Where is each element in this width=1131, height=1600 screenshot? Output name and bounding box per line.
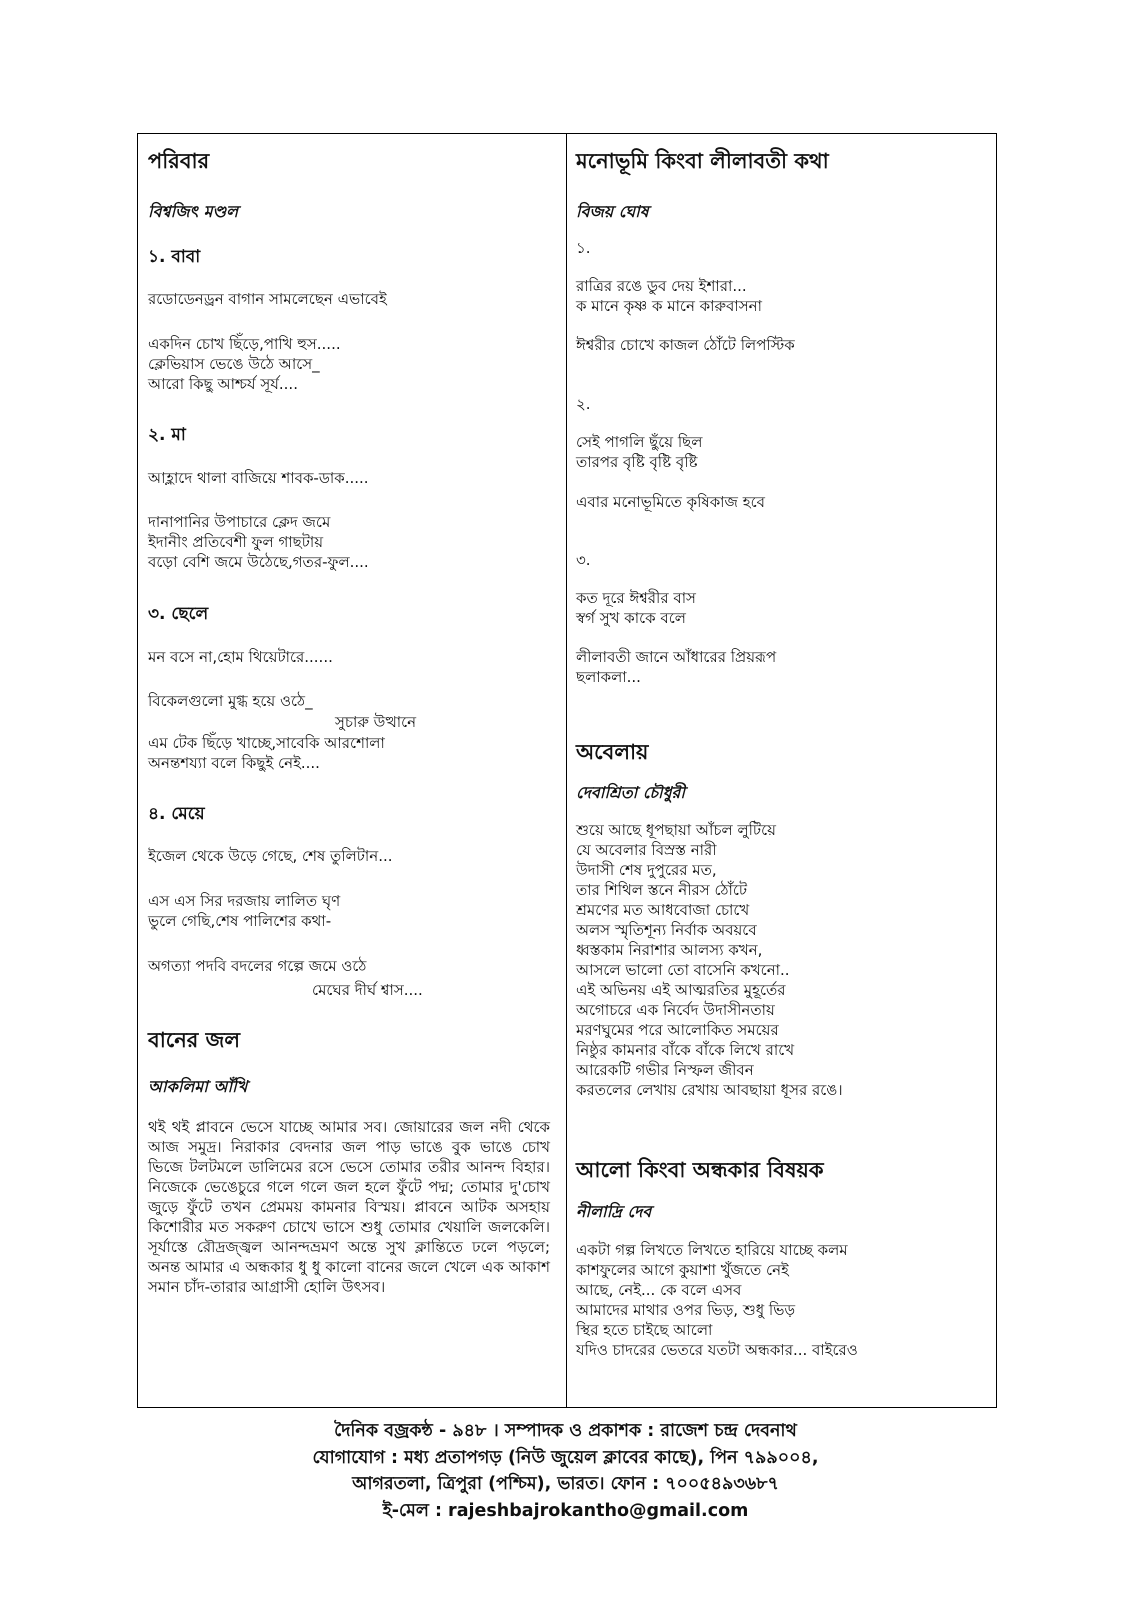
poem-author: বিশ্বজিৎ মণ্ডল [148, 202, 239, 221]
poem-line: একদিন চোখ ছিঁড়ে,পাখি হুস..... [148, 335, 341, 353]
poem-line: সুচারু উত্থানে [335, 713, 417, 731]
section-heading: ৩. ছেলে [148, 604, 209, 624]
poem-line: ধ্বস্তকাম নিরাশার আলস্য কখন, [576, 941, 763, 959]
poem-line: স্থির হতে চাইছে আলো [576, 1321, 713, 1339]
poem-line: রডোডেনড্রন বাগান সামলেছেন এভাবেই [148, 290, 387, 308]
poem-line: ঈশ্বরীর চোখে কাজল ঠোঁটে লিপস্টিক [576, 336, 795, 354]
footer-masthead: দৈনিক বজ্রকন্ঠ - ৯৪৮ । সম্পাদক ও প্রকাশক : রাজেশ চন্দ্র দেবনাথ [334, 1421, 797, 1441]
poem-author: আকলিমা আঁখি [148, 1077, 248, 1096]
poem-line: এস এস সির দরজায় লালিত ঘৃণ [148, 892, 341, 910]
poem-line: লীলাবতী জানে আঁধারের প্রিয়রূপ [576, 648, 777, 666]
part-number: ১. [576, 239, 591, 257]
section-heading: ১. বাবা [148, 247, 201, 267]
poem-line: দানাপানির উপাচারে ক্লেদ জমে [148, 513, 331, 531]
poem-line: ইদানীং প্রতিবেশী ফুল গাছটায় [148, 533, 324, 551]
poem-title: পরিবার [148, 149, 210, 173]
poem-title: মনোভূমি কিংবা লীলাবতী কথা [576, 149, 829, 173]
poem-line: স্বর্গ সুখ কাকে বলে [576, 609, 686, 627]
poem-title: অবেলায় [576, 740, 649, 764]
poem-line: বড়ো বেশি জমে উঠেছে,গতর-ফুল.... [148, 553, 369, 571]
poem-line: অগোচরে এক নির্বেদ উদাসীনতায় [576, 1001, 775, 1019]
poem-author: দেবাশ্রিতা চৌধুরী [576, 783, 685, 802]
poem-line: এবার মনোভূমিতে কৃষিকাজ হবে [576, 493, 765, 511]
poem-line: সেই পাগলি ছুঁয়ে ছিল [576, 433, 703, 451]
part-number: ২. [576, 395, 591, 413]
poem-line: আরেকটি গভীর নিস্ফল জীবন [576, 1061, 754, 1079]
poem-title: আলো কিংবা অন্ধকার বিষয়ক [576, 1158, 824, 1182]
poem-line: তারপর বৃষ্টি বৃষ্টি বৃষ্টি [576, 453, 698, 471]
poem-line: কাশফুলের আগে কুয়াশা খুঁজতে নেই [576, 1261, 789, 1279]
poem-line: অলস স্মৃতিশূন্য নির্বাক অবয়বে [576, 921, 757, 939]
poem-paragraph: থই থই প্লাবনে ভেসে যাচ্ছে আমার সব। জোয়ারের জল নদী থেকে আজ সমুদ্র। নিরাকার বেদনার জল পাড় ভাঙে বুক ভাঙে চোখ ভিজে টলটমলে ডালিমের রসে ভেসে তোমার তরীর আনন্দ বিহার। নিজেকে ভেঙেচুরে গলে গলে জল হলে ফুঁটে পদ্ম; তোমার দু'চোখ জুড়ে ফুঁটে তখন প্রেমময় কামনার বিস্ময়। প্লাবনে আটক অসহায় কিশোরীর মত সকরুণ চোখে ভাসে শুধু তোমার খেয়ালি জলকেলি। সূর্যাস্তে রৌদ্রজ্জ্বল আনন্দভ্রমণ অন্তে সুখ ক্লান্তিতে ঢলে পড়লে; অনন্ত আমার এ অন্ধকার ধু ধু কালো বানের জলে খেলে এক আকাশ সমান চাঁদ-তারার আগ্রাসী হোলি উৎসব। [148, 1118, 550, 1296]
poem-author: নীলাদ্রি দেব [576, 1202, 652, 1221]
poem-line: ইজেল থেকে উড়ে গেছে, শেষ তুলিটান... [148, 847, 393, 865]
poem-line: শ্রমণের মত আধবোজা চোখে [576, 901, 750, 919]
poem-line: শুয়ে আছে ধূপছায়া আঁচল লুটিয়ে [576, 821, 776, 839]
poem-line: ছলাকলা... [576, 668, 641, 686]
poem-line: আমাদের মাথার ওপর ভিড়, শুধু ভিড় [576, 1301, 796, 1319]
poem-line: আহ্লাদে থালা বাজিয়ে শাবক-ডাক..... [148, 469, 369, 487]
footer-contact: যোগাযোগ : মধ্য প্রতাপগড় (নিউ জুয়েল ক্লাবের কাছে), পিন ৭৯৯০০৪, [312, 1447, 819, 1468]
column-divider [566, 133, 567, 1408]
poem-line: আরো কিছু আশ্চর্য সূর্য.... [148, 375, 298, 393]
poem-line: ক মানে কৃষ্ণ ক মানে কারুবাসনা [576, 297, 762, 315]
poem-line: ক্লেভিয়াস ভেঙে উঠে আসে_ [148, 355, 320, 373]
poem-line: বিকেলগুলো মুগ্ধ হয়ে ওঠে_ [148, 692, 313, 710]
footer-email[interactable]: ই-মেল : rajeshbajrokantho@gmail.com [382, 1500, 749, 1521]
poem-line: মন বসে না,হোম থিয়েটারে...... [148, 648, 333, 666]
poem-line: কত দূরে ঈশ্বরীর বাস [576, 589, 696, 607]
poem-line: করতলের লেখায় রেখায় আবছায়া ধূসর রঙে। [576, 1081, 843, 1099]
footer-address: আগরতলা, ত্রিপুরা (পশ্চিম), ভারত। ফোন : ৭০০৫৪৯৩৬৮৭ [352, 1474, 779, 1494]
poem-line: উদাসী শেষ দুপুরের মত, [576, 861, 717, 879]
poem-title: বানের জল [148, 1028, 241, 1052]
poem-line: অগত্যা পদবি বদলের গল্পে জমে ওঠে [148, 957, 367, 975]
section-heading: ২. মা [148, 425, 186, 445]
poem-line: এই অভিনয় এই আত্মরতির মুহূর্তের [576, 981, 786, 999]
section-heading: ৪. মেয়ে [148, 804, 205, 824]
poem-line: যদিও চাদরের ভেতরে যতটা অন্ধকার... বাইরেও [576, 1341, 858, 1359]
poem-line: অনন্তশয্যা বলে কিছুই নেই.... [148, 754, 320, 772]
poem-line: আছে, নেই... কে বলে এসব [576, 1281, 742, 1299]
poem-line: একটা গল্প লিখতে লিখতে হারিয়ে যাচ্ছে কলম [576, 1241, 848, 1259]
poem-line: এম টেক ছিঁড়ে খাচ্ছে,সাবেকি আরশোলা [148, 734, 385, 752]
poem-line: যে অবেলার বিস্রস্ত নারী [576, 841, 717, 859]
poem-line: রাত্রির রঙে ডুব দেয় ইশারা... [576, 277, 747, 295]
poem-line: তার শিথিল স্তনে নীরস ঠোঁটে [576, 881, 748, 899]
poem-line: নিষ্ঠুর কামনার বাঁকে বাঁকে লিখে রাখে [576, 1041, 795, 1059]
publication-footer [0, 1418, 1131, 1524]
poem-line: ভুলে গেছি,শেষ পালিশের কথা- [148, 912, 332, 930]
poem-author: বিজয় ঘোষ [576, 202, 649, 221]
poem-line: মরণঘুমের পরে আলোকিত সময়ের [576, 1021, 779, 1039]
poem-line: আসলে ভালো তো বাসেনি কখনো.. [576, 961, 790, 979]
part-number: ৩. [576, 551, 591, 569]
poem-line: মেঘের দীর্ঘ শ্বাস.... [312, 981, 423, 999]
